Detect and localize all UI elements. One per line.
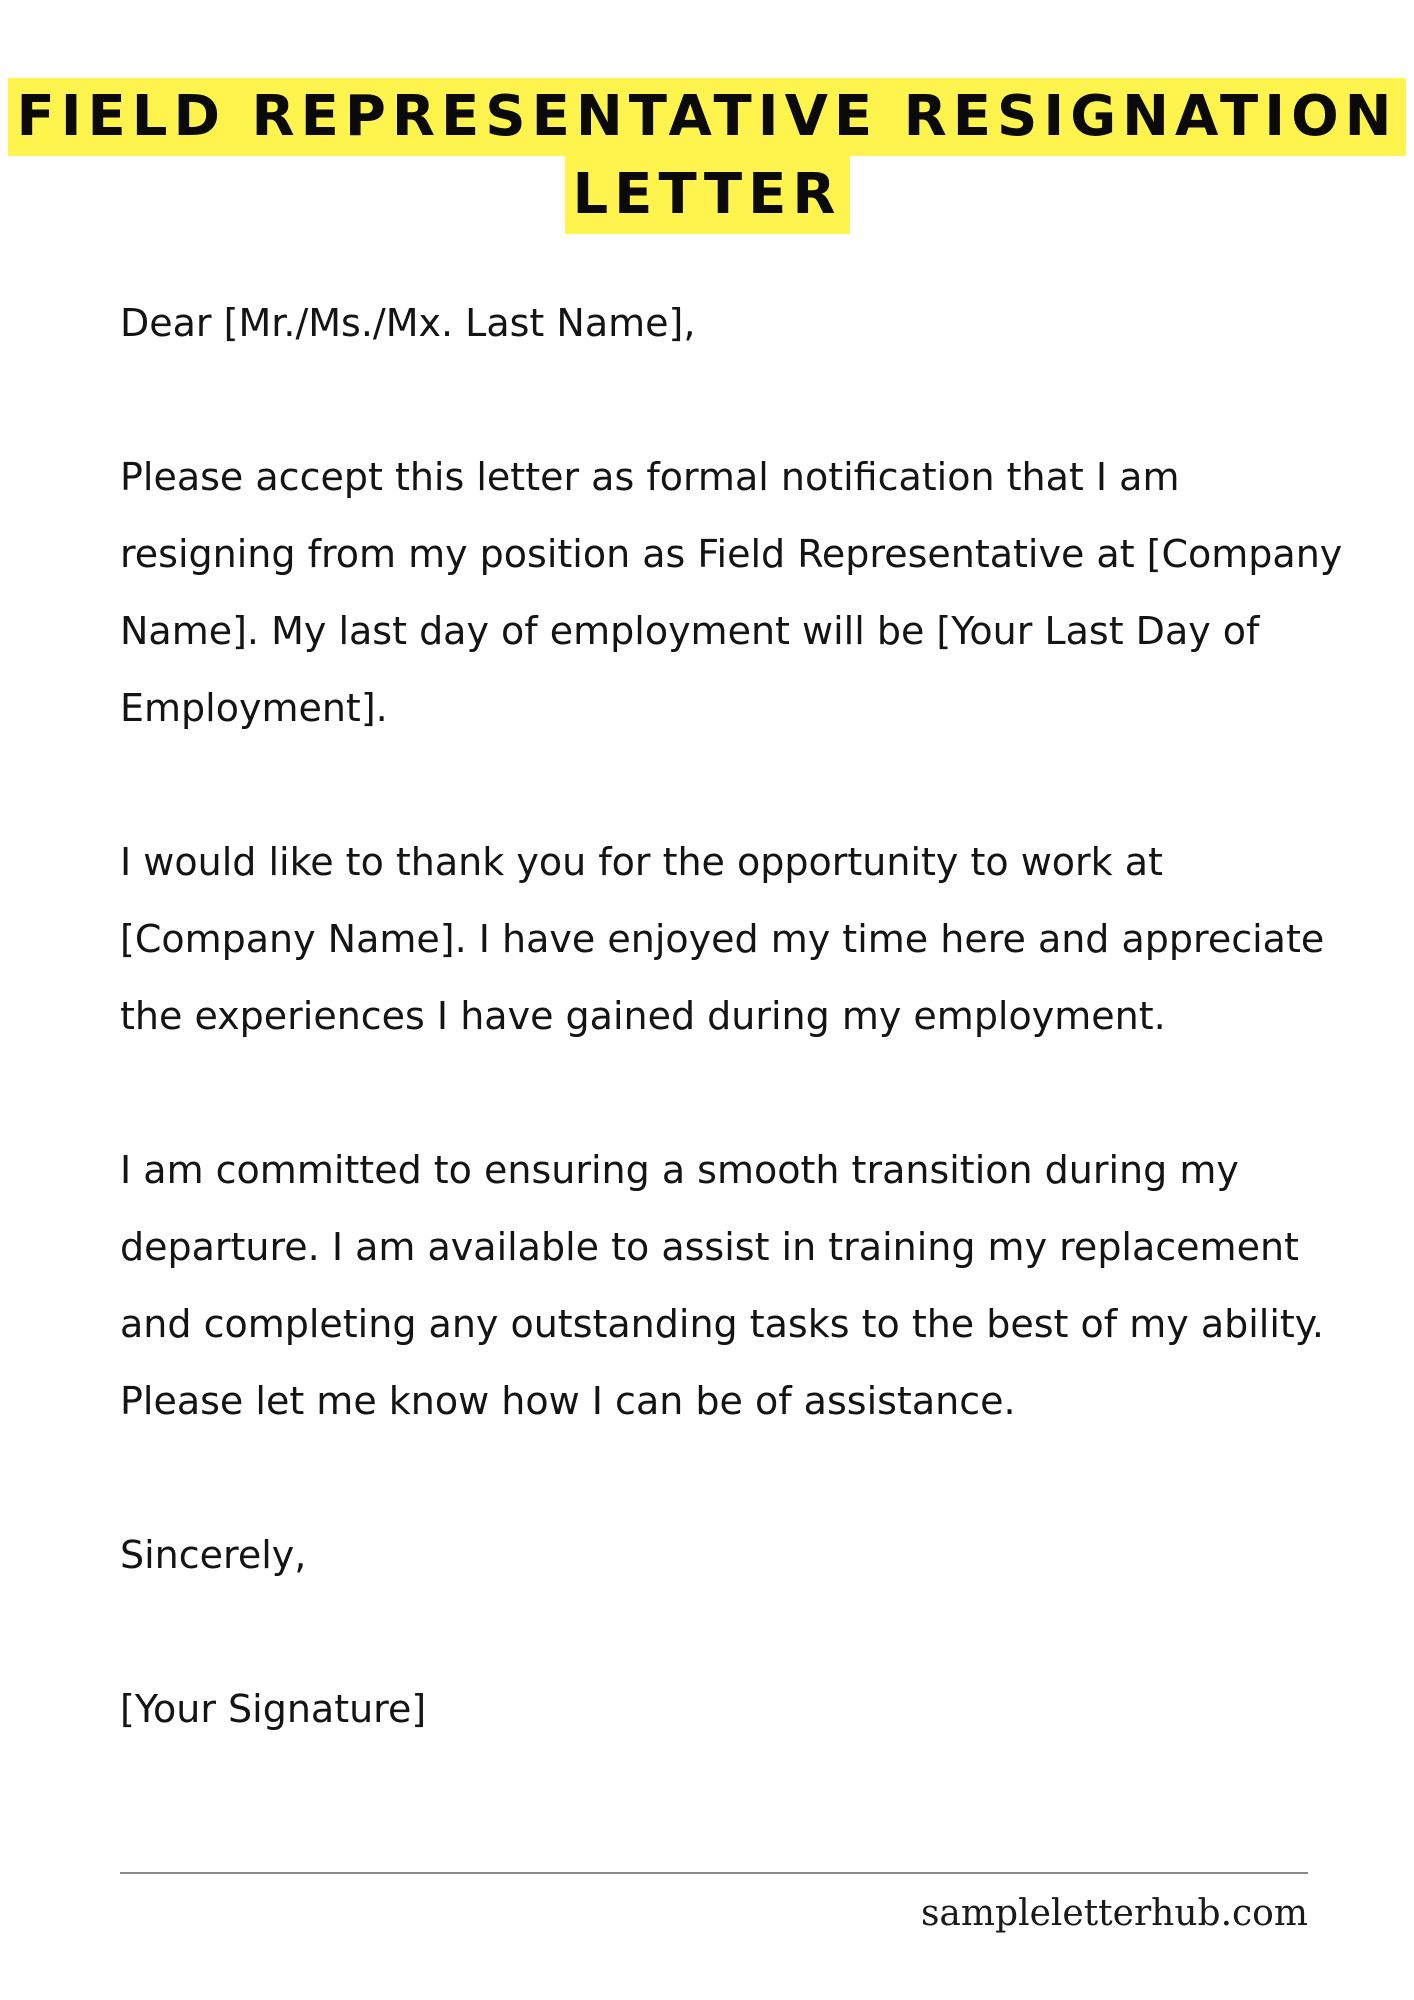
title-line-2: LETTER — [565, 156, 850, 234]
salutation: Dear [Mr./Ms./Mx. Last Name], — [120, 301, 696, 345]
footer-site: sampleletterhub.com — [920, 1893, 1308, 1934]
paragraph-3: I am committed to ensuring a smooth transition during my departure. I am available to assist in training my replacement and completing any outstanding tasks to the best of my ability. Please let me know how I can be of assistance. — [120, 1148, 1324, 1423]
paragraph-1: Please accept this letter as formal notification that I am resigning from my position as Field Representative at [Company Name]. My last day of employment will be [Your Last Day of Employment]. — [120, 455, 1343, 730]
footer-divider — [120, 1872, 1308, 1874]
paragraph-2: I would like to thank you for the opportunity to work at [Company Name]. I have enjoyed my time here and appreciate the experiences I have gained during my employment. — [120, 840, 1325, 1038]
letter-body — [120, 285, 1360, 1825]
signature: [Your Signature] — [120, 1687, 427, 1731]
closing: Sincerely, — [120, 1533, 307, 1577]
title-line-1: FIELD REPRESENTATIVE RESIGNATION — [8, 78, 1405, 156]
page-title — [0, 78, 1414, 234]
